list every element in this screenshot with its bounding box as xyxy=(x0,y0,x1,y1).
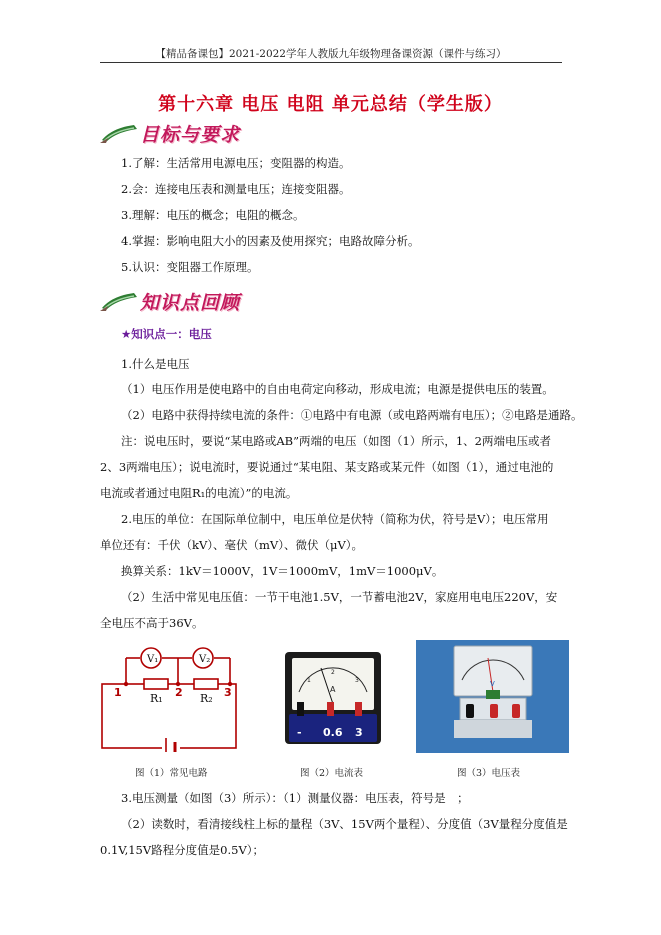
goal-item: 3.理解：电压的概念；电阻的概念。 xyxy=(121,208,305,222)
section-review-title: 知识点回顾 xyxy=(140,292,241,314)
r2-label: R₂ xyxy=(200,692,213,705)
figure-2-caption: 图（2）电流表 xyxy=(300,768,364,779)
pen-icon xyxy=(100,122,140,144)
body-line: （1）电压作用是使电路中的自由电荷定向移动，形成电流；电源是提供电压的装置。 xyxy=(121,382,554,396)
body-line: 全电压不高于36V。 xyxy=(100,616,204,630)
header-rule xyxy=(100,62,562,63)
goal-item: 2.会：连接电压表和测量电压；连接变阻器。 xyxy=(121,182,351,196)
section-goals-heading xyxy=(100,120,300,146)
body-line: 1.什么是电压 xyxy=(121,357,190,371)
page-title: 第十六章 电压 电阻 单元总结（学生版） xyxy=(158,94,503,115)
page-header: 【精品备课包】2021-2022学年人教版九年级物理备课资源（课件与练习） xyxy=(155,48,507,60)
goal-item: 5.认识：变阻器工作原理。 xyxy=(121,260,259,274)
v1-label: V₁ xyxy=(147,654,159,665)
svg-text:1: 1 xyxy=(307,677,311,684)
resistor-2-symbol xyxy=(194,679,218,689)
body-line: 换算关系：1kV＝1000V，1V＝1000mV，1mV＝1000μV。 xyxy=(121,564,444,578)
body-line: 2.电压的单位：在国际单位制中，电压单位是伏特（简称为伏，符号是V）；电压常用 xyxy=(121,512,549,526)
body-line: 2、3两端电压）；说电流时，要说通过“某电阻、某支路或某元件（如图（1），通过电池的 xyxy=(100,460,554,474)
svg-text:0.6: 0.6 xyxy=(323,726,343,739)
svg-text:-: - xyxy=(297,726,302,739)
goal-item: 1.了解：生活常用电源电压；变阻器的构造。 xyxy=(121,156,351,170)
voltmeter-photo xyxy=(416,640,569,753)
section-goals-title: 目标与要求 xyxy=(140,124,241,146)
ammeter-unit: A xyxy=(330,685,336,694)
resistor-1-symbol xyxy=(144,679,168,689)
svg-text:3: 3 xyxy=(355,726,363,739)
body-line: 单位还有：千伏（kV）、毫伏（mV）、微伏（μV）。 xyxy=(100,538,364,552)
node-2-label: 2 xyxy=(175,686,183,699)
node-3-label: 3 xyxy=(224,686,232,699)
body-line: （2）电路中获得持续电流的条件：①电路中有电源（或电路两端有电压）；②电路是通路。 xyxy=(121,408,583,422)
circuit-diagram xyxy=(96,640,242,752)
body-line: 0.1V,15V路程分度值是0.5V）； xyxy=(100,843,265,857)
knowledge-point-title: ★知识点一：电压 xyxy=(121,327,212,341)
body-line: 电流或者通过电阻R₁的电流）”的电流。 xyxy=(100,486,298,500)
r1-label: R₁ xyxy=(150,692,163,705)
node-1-label: 1 xyxy=(114,686,122,699)
body-line: （2）读数时，看清接线柱上标的量程（3V、15V两个量程）、分度值（3V量程分度值是 xyxy=(121,817,568,831)
body-line: 3.电压测量（如图（3）所示）：（1）测量仪器：电压表，符号是 ； xyxy=(121,791,469,805)
svg-text:3: 3 xyxy=(355,677,359,684)
svg-text:2: 2 xyxy=(331,669,335,676)
pen-icon xyxy=(100,290,140,312)
section-review-heading xyxy=(100,288,300,314)
figure-3-caption: 图（3）电压表 xyxy=(457,768,521,779)
goal-item: 4.掌握：影响电阻大小的因素及使用探究；电路故障分析。 xyxy=(121,234,420,248)
ammeter-photo xyxy=(285,652,381,744)
v2-label: V₂ xyxy=(199,654,211,665)
figure-1-caption: 图（1）常见电路 xyxy=(135,768,208,779)
voltmeter-unit: V xyxy=(490,680,495,688)
body-line: 注：说电压时，要说“某电路或AB”两端的电压（如图（1）所示，1、2两端电压或者 xyxy=(121,434,551,448)
body-line: （2）生活中常见电压值：一节干电池1.5V，一节蓄电池2V，家庭用电电压220V，安 xyxy=(121,590,558,604)
